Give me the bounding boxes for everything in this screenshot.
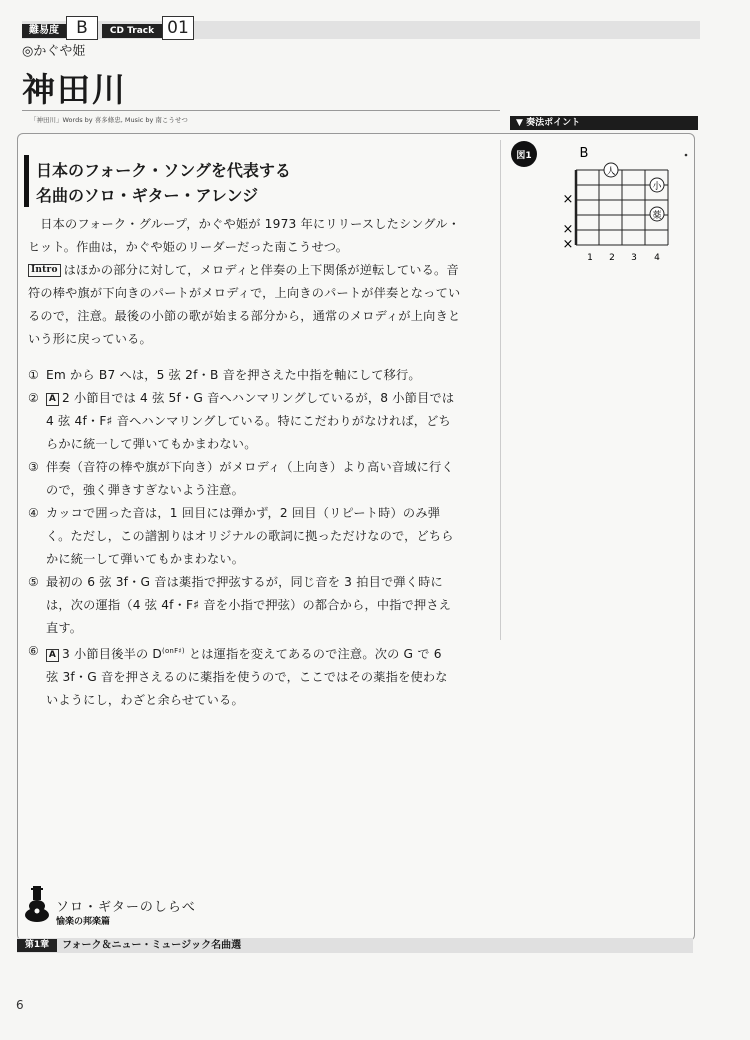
finger-mark-pinky: 小: [652, 182, 662, 192]
note-text: 伴奏（音符の棒や旗が下向き）がメロディ（上向き）より高い音域に行くので，強く弾きすぎないよう注意。: [46, 460, 454, 497]
chord-name: B: [579, 146, 589, 161]
song-credit: 「神田川」Words by 喜多條忠, Music by 南こうせつ: [30, 116, 188, 124]
chord-diagram: [508, 140, 698, 270]
fret-number: 3: [631, 253, 637, 263]
note-number: ③: [28, 460, 39, 474]
artist-name: ◎かぐや姫: [22, 44, 86, 59]
panel-header: ▼ 奏法ポイント: [510, 116, 698, 130]
note-item: [28, 571, 458, 640]
note-text: [46, 640, 458, 712]
note-body: 3 小節目後半の D: [62, 647, 163, 661]
section-tag: A: [46, 649, 59, 662]
mute-mark: ×: [562, 192, 574, 207]
paragraph-2-text: はほかの部分に対して，メロディと伴奏の上下関係が逆転している。音符の棒や旗が下向きのパートがメロディで，上向きのパートが伴奏となっているので，注意。最後の小節の歌が始まる部分から，通常のメロディが上向きという形に戻っている。: [28, 263, 461, 346]
notes-list: [28, 364, 458, 712]
section-tag: A: [46, 393, 59, 406]
column-divider: [500, 140, 501, 640]
difficulty-value: B: [66, 16, 98, 40]
note-item: [28, 640, 458, 712]
note-text: カッコで囲った音は，1 回目には弾かず，2 回目（リピート時）のみ弾く。ただし，この譜割りはオリジナルの歌詞に拠っただけなので，どちらかに統一して弾いてもかまわない。: [46, 506, 454, 566]
dot-mark: [685, 154, 688, 157]
track-label: CD Track: [102, 24, 162, 38]
note-number: ④: [28, 506, 39, 520]
note-number: ⑤: [28, 575, 39, 589]
note-item: [28, 364, 458, 387]
fret-number: 2: [609, 253, 615, 263]
note-item: [28, 387, 458, 456]
figure-label: 図1: [516, 151, 532, 161]
mute-mark: ×: [562, 222, 574, 237]
finger-mark-index: 人: [606, 167, 616, 177]
guitar-logo-icon: [22, 886, 52, 922]
page-number: 6: [16, 998, 24, 1012]
track-number: 01: [162, 16, 194, 40]
paragraph-1: 日本のフォーク・グループ，かぐや姫が 1973 年にリリースしたシングル・ヒット。作曲は，かぐや姫のリーダーだった南こうせつ。: [28, 217, 461, 254]
note-item: [28, 502, 458, 571]
fret-number: 1: [587, 253, 593, 263]
note-body: とは運指を変えてあるので注意。次の G で 6 弦 3f・G 音を押さえるのに薬指を使うので，ここではその薬指を使わないようにし，わざと余らせている。: [46, 647, 448, 707]
chapter-label: 第1章: [17, 939, 57, 952]
note-number: ⑥: [28, 644, 39, 658]
title-rule: [22, 110, 500, 111]
note-number: ①: [28, 368, 39, 382]
fret-number: 4: [654, 253, 660, 263]
note-text: Em から B7 へは，5 弦 2f・B 音を押さえた中指を軸にして移行。: [46, 368, 421, 382]
mute-mark: ×: [562, 237, 574, 252]
panel-title: 奏法ポイント: [526, 118, 581, 128]
note-number: ②: [28, 391, 39, 405]
heading-line: 名曲のソロ・ギター・アレンジ: [36, 186, 259, 205]
heading-bar: [24, 155, 29, 207]
finger-mark-ring: 薬: [652, 211, 662, 221]
paragraph-2: [28, 259, 462, 351]
song-title: 神田川: [22, 70, 127, 109]
difficulty-label: 難易度: [22, 24, 66, 38]
chapter-title: フォーク＆ニュー・ミュージック名曲選: [62, 940, 242, 951]
note-body: 2 小節目では 4 弦 5f・G 音へハンマリングしているが，8 小節目では 4 弦 4f・F♯ 音へハンマリングしている。特にこだわりがなければ，どちらかに統一して弾いてもかまわない。: [46, 391, 455, 451]
intro-tag: Intro: [28, 264, 61, 277]
article-body: [28, 213, 462, 351]
note-item: [28, 456, 458, 502]
note-text: [46, 387, 458, 456]
note-text: 最初の 6 弦 3f・G 音は薬指で押弦するが，同じ音を 3 拍目で弾く時には，次の運指（4 弦 4f・F♯ 音を小指で押弦）の都合から，中指で押さえ直す。: [46, 575, 452, 635]
series-subtitle: 愉楽の邦楽篇: [56, 917, 111, 927]
article-heading: [36, 158, 291, 208]
chord-superscript: (onF♯): [162, 647, 185, 655]
series-title: ソロ・ギターのしらべ: [56, 900, 196, 915]
heading-line: 日本のフォーク・ソングを代表する: [36, 161, 291, 180]
